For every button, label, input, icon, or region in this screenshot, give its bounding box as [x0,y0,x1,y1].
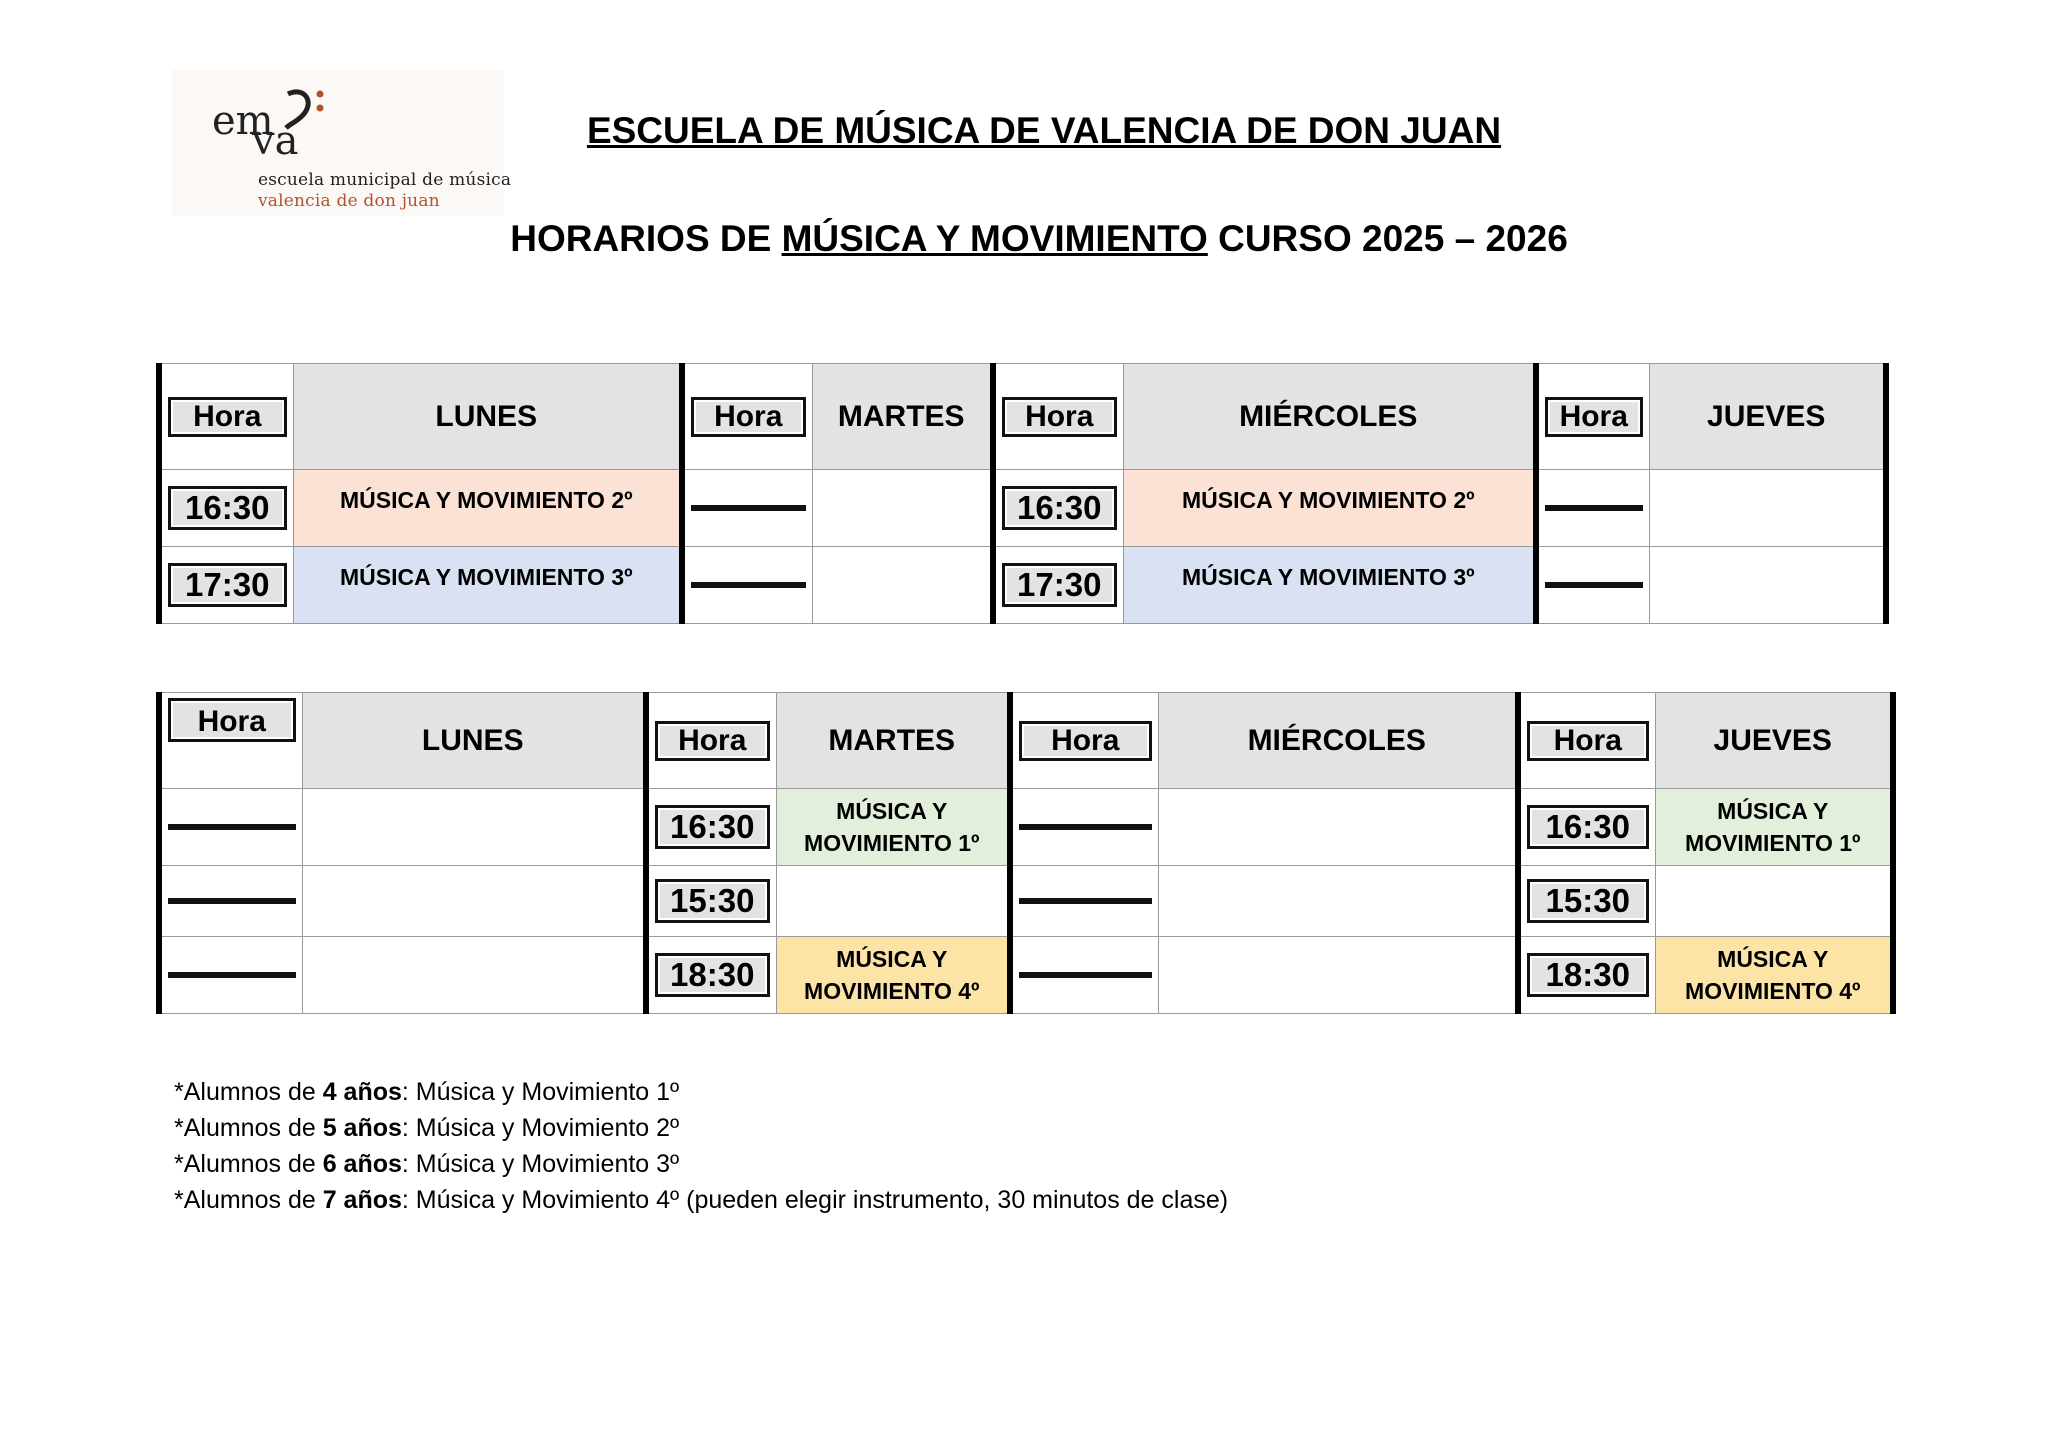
class-cell [293,547,682,624]
class-label: MÚSICA Y MOVIMIENTO 3º [1181,564,1475,590]
hour-cell [1536,547,1649,624]
class-cell [812,470,993,547]
hour-label: 17:30 [1017,566,1102,603]
hour-cell [159,470,293,547]
hora-label: Hora [197,705,266,738]
subtitle-underlined: MÚSICA Y MOVIMIENTO [781,218,1208,259]
svg-text:va: va [252,118,299,156]
note-text: : Música y Movimiento 1º [401,1078,680,1106]
hora-header [682,364,812,470]
day-header-lunes [293,364,682,470]
note-age: 6 años [322,1150,402,1178]
class-cell [1158,789,1518,866]
class-label: MÚSICA Y MOVIMIENTO 3º [339,564,633,590]
day-label: LUNES [421,723,524,757]
hora-label: Hora [678,723,747,757]
hora-label: Hora [193,399,262,433]
hour-cell [159,937,302,1014]
note-line [174,1110,1228,1146]
hora-label: Hora [1559,399,1628,433]
hour-label: 16:30 [1545,808,1630,845]
class-cell [1123,547,1536,624]
hour-label: 18:30 [1545,956,1630,993]
schedule-table-1 [156,363,1889,624]
class-label: MÚSICA Y MOVIMIENTO 2º [1181,487,1475,513]
class-cell [1655,789,1893,866]
class-label-line2: MOVIMIENTO 1º [1685,830,1861,856]
class-cell [1655,937,1893,1014]
hour-label: 15:30 [670,882,755,919]
class-cell [776,789,1010,866]
hour-cell [646,789,776,866]
hora-label: Hora [1051,723,1120,757]
day-header-lunes [302,693,646,789]
hour-cell [682,547,812,624]
note-line [174,1182,1228,1218]
note-line [174,1074,1228,1110]
note-line [174,1146,1228,1182]
schedule-table-2 [156,692,1896,1014]
hora-header [1536,364,1649,470]
note-text: : Música y Movimiento 4º (pueden elegir instrumento, 30 minutos de clase) [401,1186,1229,1214]
hour-cell [1518,866,1655,937]
hour-cell [1010,789,1158,866]
svg-text:em: em [212,98,274,144]
note-text: : Música y Movimiento 3º [401,1150,680,1178]
class-cell [776,937,1010,1014]
day-header-jueves [1649,364,1886,470]
class-cell [293,470,682,547]
class-cell [1649,547,1886,624]
hour-cell [646,937,776,1014]
note-age: 4 años [322,1078,402,1106]
hour-cell [682,470,812,547]
hour-cell [646,866,776,937]
note-prefix: *Alumnos de [174,1150,323,1178]
day-header-martes [812,364,993,470]
class-cell [776,866,1010,937]
day-header-miercoles [1123,364,1536,470]
class-cell [812,547,993,624]
hour-label: 16:30 [670,808,755,845]
day-label: JUEVES [1713,723,1832,757]
day-label: LUNES [435,399,538,433]
hora-header [159,693,302,789]
note-prefix: *Alumnos de [174,1114,323,1142]
hora-header [159,364,293,470]
class-cell [302,789,646,866]
class-label-line2: MOVIMIENTO 1º [804,830,980,856]
class-cell [302,866,646,937]
hora-label: Hora [714,399,783,433]
day-label: JUEVES [1707,399,1826,433]
note-prefix: *Alumnos de [174,1186,323,1214]
hour-label: 15:30 [1545,882,1630,919]
hour-label: 16:30 [185,489,270,526]
class-label-line1: MÚSICA Y [836,946,948,972]
day-header-miercoles [1158,693,1518,789]
class-cell [1123,470,1536,547]
day-header-jueves [1655,693,1893,789]
logo-line-1: escuela municipal de música [258,170,512,190]
hour-cell [993,470,1123,547]
class-label-line2: MOVIMIENTO 4º [804,978,980,1004]
page-subtitle [0,218,2048,260]
note-age: 7 años [322,1186,402,1214]
class-label-line1: MÚSICA Y [1717,798,1829,824]
hora-header [993,364,1123,470]
class-cell [1158,866,1518,937]
class-label-line1: MÚSICA Y [1717,946,1829,972]
day-label: MIÉRCOLES [1247,723,1426,757]
subtitle-prefix: HORARIOS DE [510,218,782,259]
note-prefix: *Alumnos de [174,1078,323,1106]
class-label: MÚSICA Y MOVIMIENTO 2º [339,487,633,513]
note-age: 5 años [322,1114,402,1142]
class-label-line2: MOVIMIENTO 4º [1685,978,1861,1004]
class-cell [1649,470,1886,547]
hour-label: 16:30 [1017,489,1102,526]
logo-line-2: valencia de don juan [258,191,440,211]
hour-label: 17:30 [185,566,270,603]
class-cell [1158,937,1518,1014]
class-label-line1: MÚSICA Y [836,798,948,824]
class-cell [302,937,646,1014]
hora-label: Hora [1553,723,1622,757]
hour-label: 18:30 [670,956,755,993]
hora-header [1010,693,1158,789]
age-notes [174,1074,1228,1218]
hour-cell [159,789,302,866]
subtitle-suffix: CURSO 2025 – 2026 [1207,218,1568,259]
day-header-martes [776,693,1010,789]
hora-header [1518,693,1655,789]
day-label: MIÉRCOLES [1239,399,1418,433]
hour-cell [1010,937,1158,1014]
hora-header [646,693,776,789]
hour-cell [1536,470,1649,547]
hour-cell [159,547,293,624]
hour-cell [1518,789,1655,866]
hour-cell [1010,866,1158,937]
class-cell [1655,866,1893,937]
note-text: : Música y Movimiento 2º [401,1114,680,1142]
page-title: ESCUELA DE MÚSICA DE VALENCIA DE DON JUAN [586,110,1502,151]
hour-cell [159,866,302,937]
day-label: MARTES [828,723,956,757]
hour-cell [1518,937,1655,1014]
hour-cell [993,547,1123,624]
day-label: MARTES [837,399,965,433]
hora-label: Hora [1025,399,1094,433]
